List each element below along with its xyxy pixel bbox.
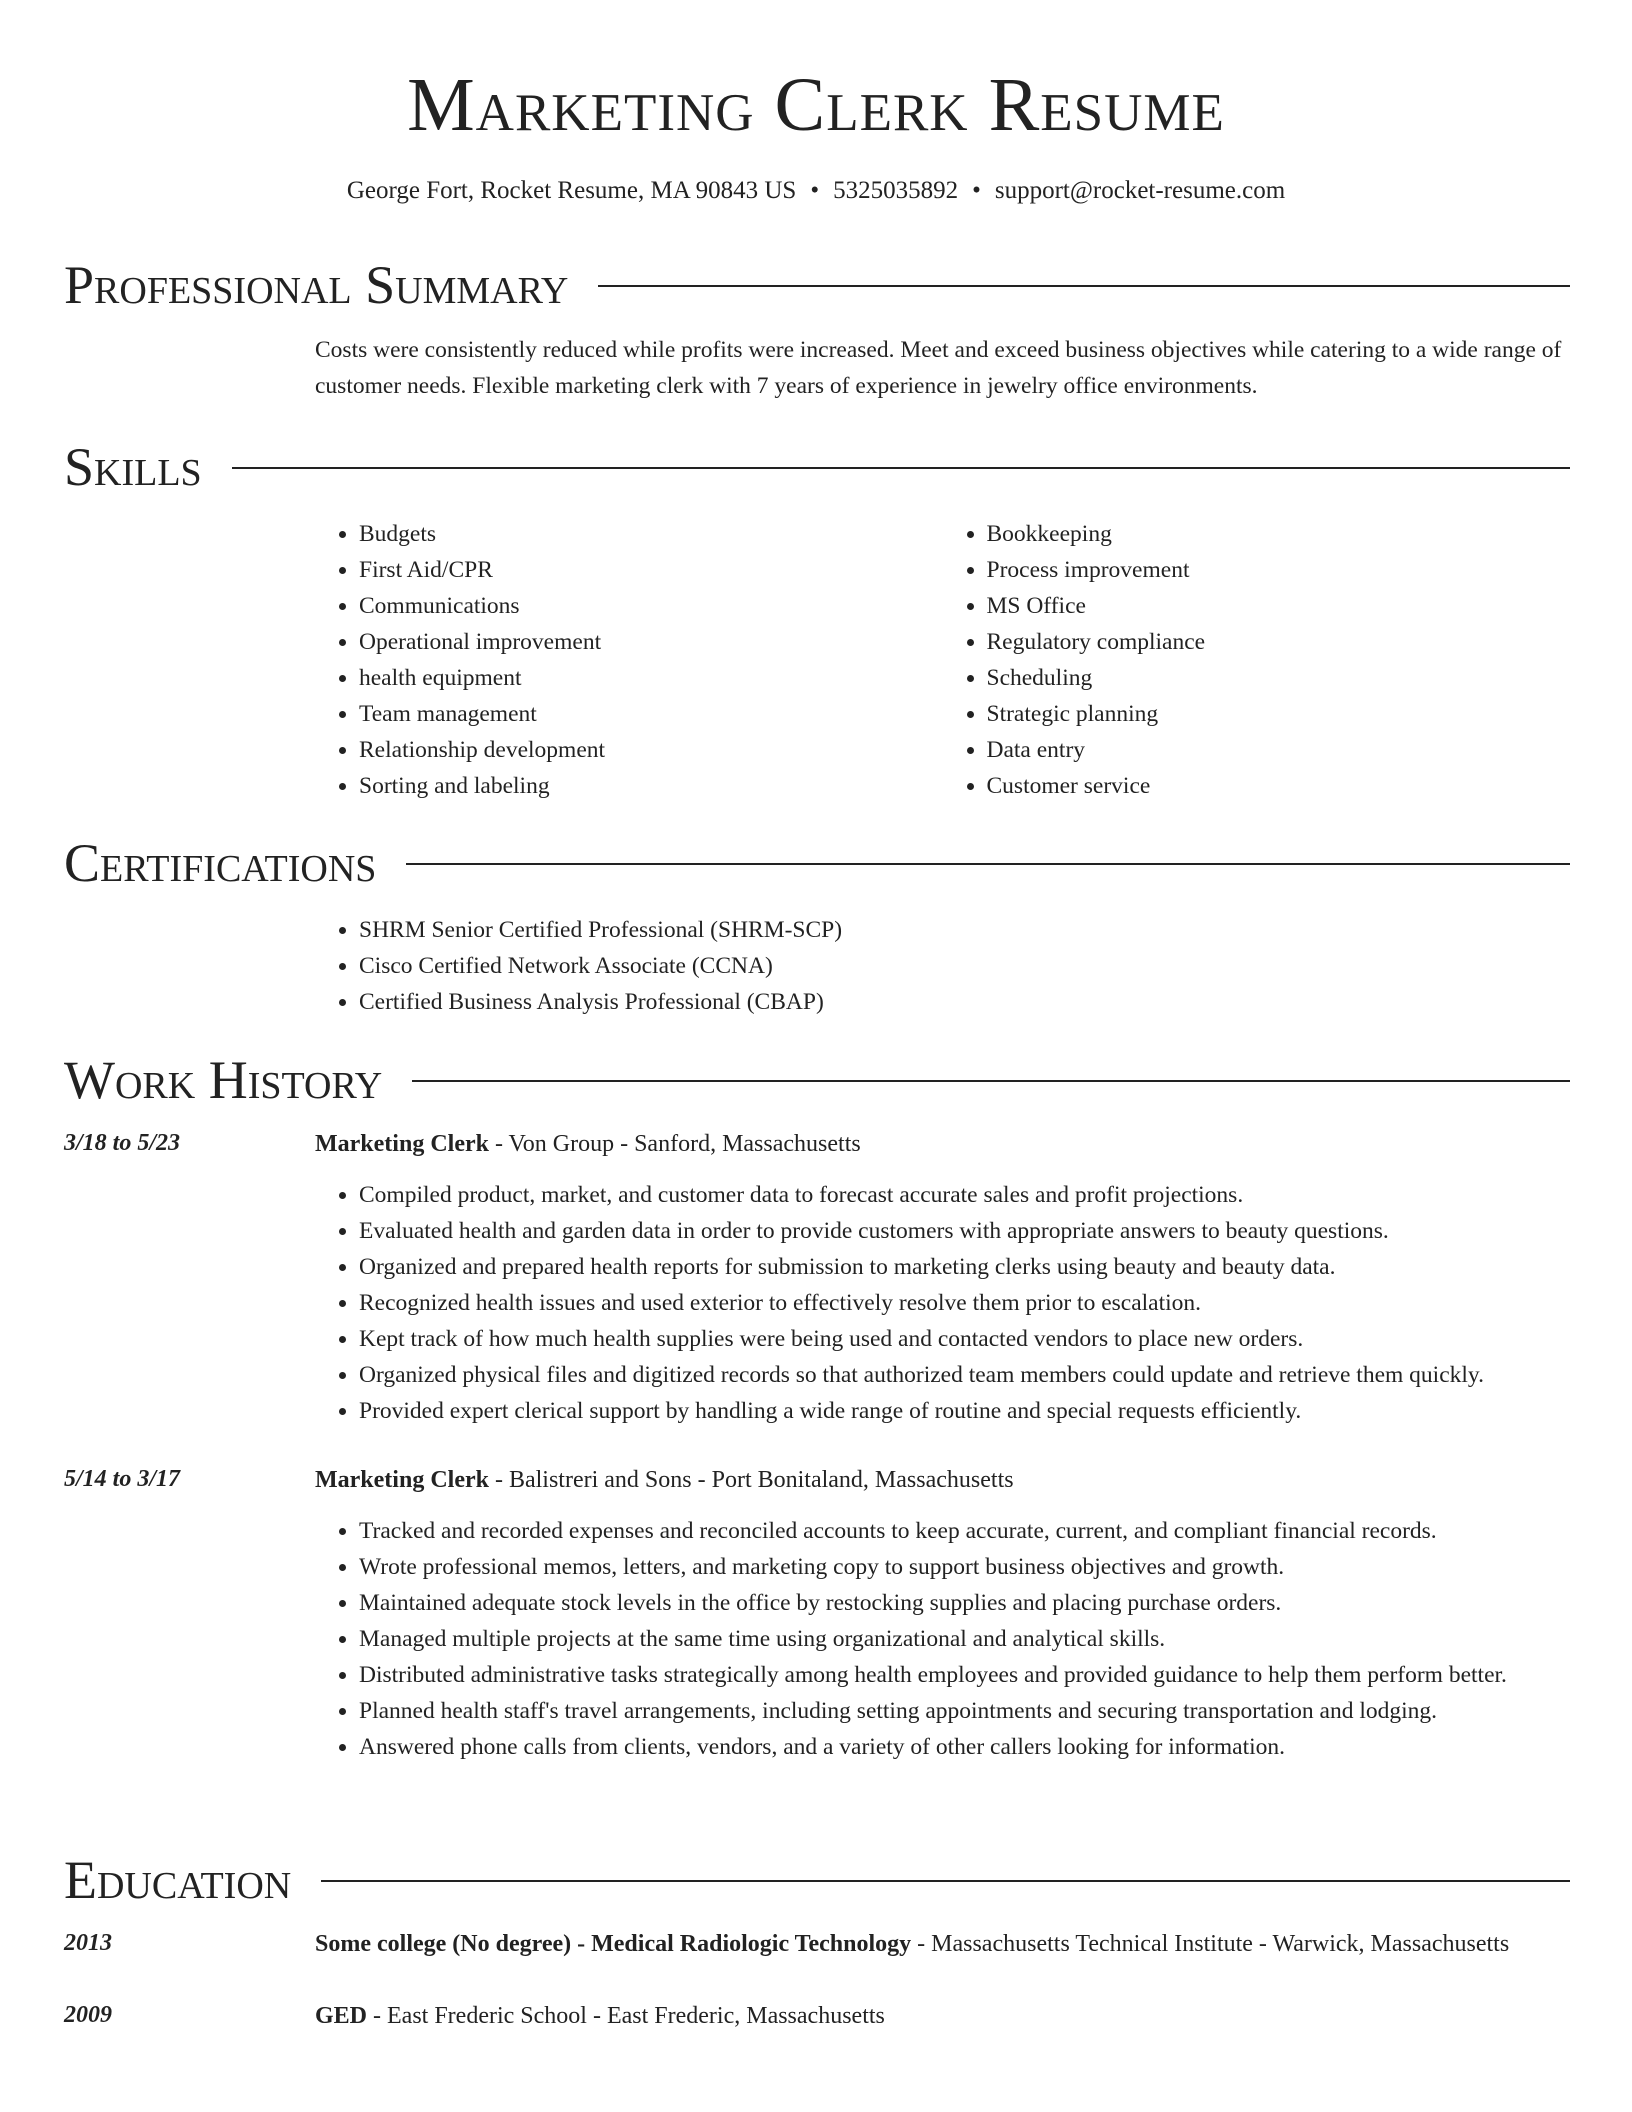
- education-section: [64, 1847, 1570, 2035]
- education-detail: [315, 1997, 1570, 2035]
- skills-list-left: [315, 516, 943, 804]
- job-duty: • Evaluated health and garden data in order to provide customers with appropriate answers to beauty questions.: [359, 1213, 1570, 1249]
- skill-item: • Relationship development: [359, 732, 943, 768]
- contact-separator: •: [972, 177, 981, 204]
- summary-text: Costs were consistently reduced while profits were increased. Meet and exceed business objectives while catering to a wide range of customer needs. Flexible marketing clerk with 7 years of experience in jewelry office environments.: [315, 337, 1562, 399]
- education-entry: [64, 1925, 1570, 1963]
- skill-item: • health equipment: [359, 660, 943, 696]
- summary-section: [64, 252, 1570, 404]
- contact-email[interactable]: support@rocket-resume.com: [994, 177, 1286, 204]
- skills-grid: [315, 516, 1570, 804]
- certification-item: • Cisco Certified Network Associate (CCNA): [359, 948, 1570, 984]
- contact-phone: 5325035892: [833, 177, 959, 204]
- section-divider: [321, 1880, 1570, 1882]
- skill-item: • Budgets: [359, 516, 943, 552]
- job-header: [315, 1125, 1570, 1163]
- education-heading: Education: [64, 1850, 292, 1910]
- skill-item: • Regulatory compliance: [987, 624, 1571, 660]
- education-school: - East Frederic School - East Frederic, Massachusetts: [367, 2003, 885, 2029]
- work-history-heading: Work History: [64, 1050, 383, 1110]
- job-duties: [315, 1177, 1570, 1429]
- job-duty: • Tracked and recorded expenses and reconciled accounts to keep accurate, current, and compliant financial records.: [359, 1513, 1570, 1549]
- certification-item: • Certified Business Analysis Professional (CBAP): [359, 984, 1570, 1020]
- certifications-list: [315, 912, 1570, 1020]
- skill-item: • First Aid/CPR: [359, 552, 943, 588]
- skills-list-right: [943, 516, 1571, 804]
- contact-separator: •: [810, 177, 820, 204]
- job-duty: • Maintained adequate stock levels in the office by restocking supplies and placing purchase orders.: [359, 1585, 1570, 1621]
- work-history-section: [64, 1047, 1570, 1765]
- job-duty: • Compiled product, market, and customer data to forecast accurate sales and profit projections.: [359, 1177, 1570, 1213]
- skill-item: • Sorting and labeling: [359, 768, 943, 804]
- job-title: Marketing Clerk: [315, 1131, 489, 1157]
- job-employer: - Von Group - Sanford, Massachusetts: [488, 1131, 861, 1157]
- summary-heading: Professional Summary: [64, 255, 569, 315]
- job-employer: - Balistreri and Sons - Port Bonitaland, Massachusetts: [488, 1467, 1014, 1493]
- job-dates: 3/18 to 5/23: [64, 1130, 181, 1156]
- job-duty: • Distributed administrative tasks strategically among health employees and provided guidance to help them perform better.: [359, 1657, 1570, 1693]
- job-duty: • Answered phone calls from clients, vendors, and a variety of other callers looking for information.: [359, 1729, 1570, 1765]
- job-duty: • Recognized health issues and used exterior to effectively resolve them prior to escalation.: [359, 1285, 1570, 1321]
- job-entry: [64, 1461, 1570, 1765]
- job-entry: [64, 1125, 1570, 1429]
- certification-item: • SHRM Senior Certified Professional (SHRM-SCP): [359, 912, 1570, 948]
- job-duty: • Organized physical files and digitized records so that authorized team members could update and retrieve them quickly.: [359, 1357, 1570, 1393]
- job-duty: • Organized and prepared health reports for submission to marketing clerks using beauty and beauty data.: [359, 1249, 1570, 1285]
- skills-section: [64, 434, 1570, 804]
- section-divider: [598, 285, 1570, 287]
- skill-item: • MS Office: [987, 588, 1571, 624]
- job-duty: • Kept track of how much health supplies were being used and contacted vendors to place new orders.: [359, 1321, 1570, 1357]
- resume-title: Marketing Clerk Resume: [407, 63, 1225, 147]
- contact-address: George Fort, Rocket Resume, MA 90843 US: [346, 177, 797, 204]
- skill-item: • Strategic planning: [987, 696, 1571, 732]
- education-school: - Massachusetts Technical Institute - Warwick, Massachusetts: [911, 1931, 1510, 1957]
- education-year: 2009: [64, 2002, 112, 2028]
- skill-item: • Scheduling: [987, 660, 1571, 696]
- job-duty: • Managed multiple projects at the same time using organizational and analytical skills.: [359, 1621, 1570, 1657]
- skill-item: • Team management: [359, 696, 943, 732]
- job-duties: [315, 1513, 1570, 1765]
- education-degree: Some college (No degree) - Medical Radiologic Technology: [315, 1931, 912, 1957]
- skill-item: • Bookkeeping: [987, 516, 1571, 552]
- skills-heading: Skills: [64, 437, 202, 497]
- job-duty: • Provided expert clerical support by handling a wide range of routine and special requests efficiently.: [359, 1393, 1570, 1429]
- education-detail: [315, 1925, 1570, 1963]
- section-divider: [412, 1080, 1570, 1082]
- education-entry: [64, 1997, 1570, 2035]
- section-divider: [232, 467, 1570, 469]
- education-year: 2013: [64, 1930, 112, 1956]
- certifications-body: [315, 912, 1570, 1020]
- certifications-heading: Certifications: [64, 833, 377, 893]
- job-duty: • Wrote professional memos, letters, and marketing copy to support business objectives and growth.: [359, 1549, 1570, 1585]
- certifications-section: [64, 830, 1570, 1020]
- contact-line: [0, 174, 1632, 208]
- section-divider: [406, 863, 1570, 865]
- skill-item: • Communications: [359, 588, 943, 624]
- skill-item: • Operational improvement: [359, 624, 943, 660]
- skill-item: • Customer service: [987, 768, 1571, 804]
- skill-item: • Process improvement: [987, 552, 1571, 588]
- job-duty: • Planned health staff's travel arrangements, including setting appointments and securing transportation and lodging.: [359, 1693, 1570, 1729]
- job-header: [315, 1461, 1570, 1499]
- education-degree: GED: [315, 2003, 368, 2029]
- skill-item: • Data entry: [987, 732, 1571, 768]
- job-title: Marketing Clerk: [315, 1467, 489, 1493]
- job-dates: 5/14 to 3/17: [64, 1466, 181, 1492]
